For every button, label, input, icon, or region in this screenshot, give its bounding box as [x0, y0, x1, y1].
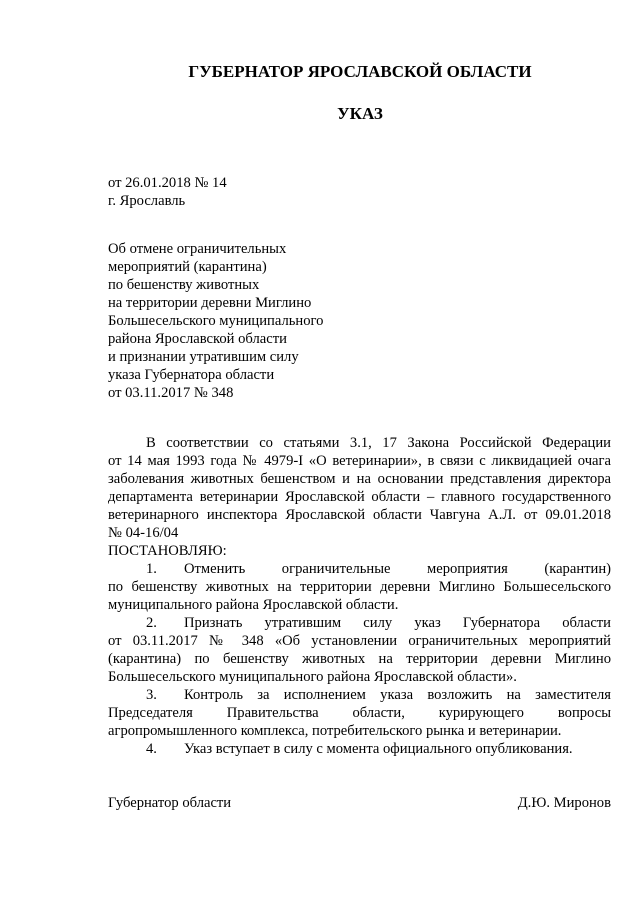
subject-line: указа Губернатора области [108, 367, 275, 383]
item-line: Председателя Правительства области, курирующего вопросы [108, 705, 611, 721]
item-line: муниципального района Ярославской области. [108, 597, 399, 613]
subject-line: мероприятий (карантина) [108, 259, 267, 275]
item-number: 4. [146, 741, 157, 757]
date-number: от 26.01.2018 № 14 [108, 175, 227, 191]
subject-line: по бешенству животных [108, 277, 260, 293]
signature-name: Д.Ю. Миронов [517, 795, 611, 811]
signature-position: Губернатор области [108, 795, 232, 811]
preamble-line: от 14 мая 1993 года № 4979-I «О ветеринарии», в связи с ликвидацией очага [108, 453, 611, 469]
subject-line: района Ярославской области [108, 331, 287, 347]
item-line: агропромышленного комплекса, потребительского рынка и ветеринарии. [108, 723, 562, 739]
item-first-line [108, 686, 611, 704]
preamble-line: ветеринарного инспектора Ярославской области Чавгуна А.Л. от 09.01.2018 [108, 507, 611, 523]
decree-item-4 [108, 740, 611, 758]
preamble-line: В соответствии со статьями 3.1, 17 Закона Российской Федерации [146, 435, 611, 451]
city: г. Ярославль [108, 193, 186, 209]
subject-line: Большесельского муниципального [108, 313, 324, 329]
preamble [108, 434, 611, 542]
item-line: по бешенству животных на территории деревни Миглино Большесельского [108, 579, 611, 595]
item-text: Указ вступает в силу с момента официального опубликования. [184, 741, 573, 757]
preamble-line: департамента ветеринарии Ярославской области – главного государственного [108, 489, 611, 505]
authority-title: ГУБЕРНАТОР ЯРОСЛАВСКОЙ ОБЛАСТИ [188, 62, 532, 81]
item-text: Признать утратившим силу указ Губернатора области [184, 615, 611, 631]
item-first-line [108, 740, 611, 758]
subject-line: от 03.11.2017 № 348 [108, 385, 234, 401]
item-number: 3. [146, 687, 157, 703]
item-first-line [108, 560, 611, 578]
item-line: (карантина) по бешенству животных на территории деревни Миглино [108, 651, 611, 667]
item-line: Большесельского муниципального района Ярославской области». [108, 669, 517, 685]
item-first-line [108, 614, 611, 632]
subject-block [108, 240, 323, 402]
decree-word: ПОСТАНОВЛЯЮ: [108, 543, 227, 559]
item-line: от 03.11.2017 № 348 «Об установлении ограничительных мероприятий [108, 633, 611, 649]
document-type: УКАЗ [337, 104, 383, 123]
decree-item-2 [108, 614, 611, 686]
subject-line: Об отмене ограничительных [108, 241, 287, 257]
preamble-line: № 04-16/04 [108, 525, 179, 541]
subject-line: и признании утратившим силу [108, 349, 299, 365]
decree-item-3 [108, 686, 611, 740]
item-number: 1. [146, 561, 157, 577]
item-text: Отменить ограничительные мероприятия (карантин) [184, 561, 611, 577]
preamble-line: заболевания животных бешенством и на основании представления директора [108, 471, 611, 487]
decree-item-1 [108, 560, 611, 614]
subject-line: на территории деревни Миглино [108, 295, 312, 311]
item-text: Контроль за исполнением указа возложить на заместителя [184, 687, 611, 703]
item-number: 2. [146, 615, 157, 631]
